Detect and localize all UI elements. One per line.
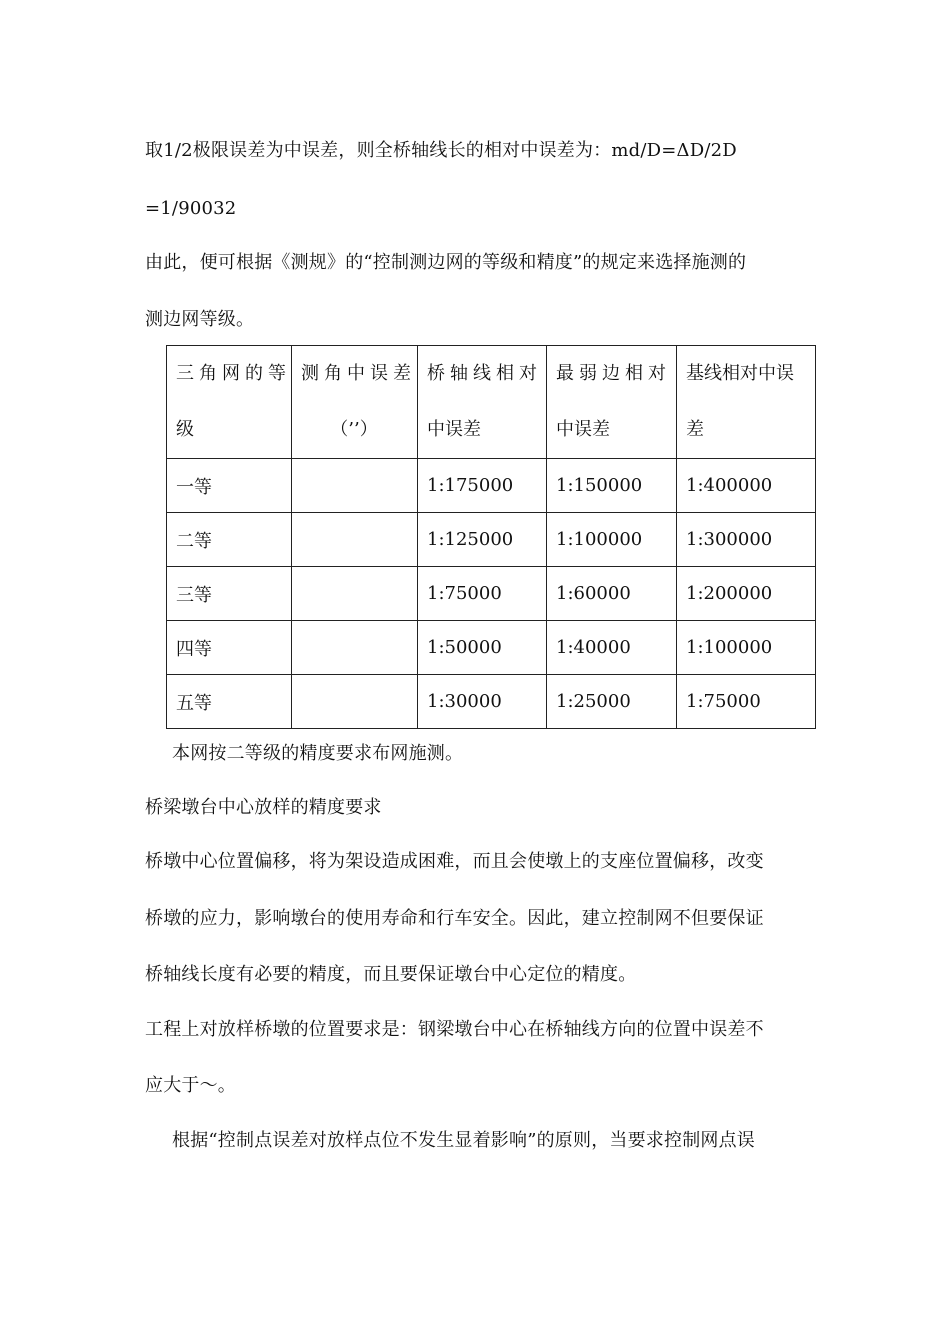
table-cell: 1:125000 (418, 513, 547, 567)
table-cell: 四等 (167, 621, 292, 675)
table-cell: 1:300000 (677, 513, 816, 567)
table-cell (292, 459, 418, 513)
table-cell: 二等 (167, 513, 292, 567)
table-header-row (167, 346, 816, 459)
header-text: 三角网的等 (176, 363, 291, 384)
table-cell: 1:100000 (547, 513, 677, 567)
table-cell: 1:175000 (418, 459, 547, 513)
table-cell: 1:25000 (547, 675, 677, 729)
header-text: （’’） (330, 419, 378, 440)
paragraph-line: 工程上对放样桥墩的位置要求是：钢梁墩台中心在桥轴线方向的位置中误差不 (145, 1019, 764, 1040)
header-text: 基线相对中误 (686, 363, 794, 384)
header-text: 最弱边相对 (556, 363, 671, 384)
paragraph-line: 本网按二等级的精度要求布网施测。 (172, 743, 464, 764)
paragraph-line: 测边网等级。 (145, 309, 255, 330)
table-cell: 1:30000 (418, 675, 547, 729)
table-cell: 一等 (167, 459, 292, 513)
table-cell: 1:100000 (677, 621, 816, 675)
table-cell: 1:150000 (547, 459, 677, 513)
paragraph-line: 取1/2极限误差为中误差，则全桥轴线长的相对中误差为：md/D=ΔD/2D (145, 140, 737, 161)
table-cell (292, 621, 418, 675)
paragraph-line: 应大于～。 (145, 1075, 236, 1096)
table-row (167, 675, 816, 729)
table-cell (292, 675, 418, 729)
paragraph-line: 桥轴线长度有必要的精度，而且要保证墩台中心定位的精度。 (145, 964, 637, 985)
header-text: 差 (686, 419, 704, 440)
table-cell: 1:60000 (547, 567, 677, 621)
table-row (167, 567, 816, 621)
table-row (167, 513, 816, 567)
paragraph-line: 桥墩的应力，影响墩台的使用寿命和行车安全。因此，建立控制网不但要保证 (145, 908, 764, 929)
header-text: 测角中误差 (301, 363, 416, 384)
table-cell: 1:200000 (677, 567, 816, 621)
table-cell: 三等 (167, 567, 292, 621)
table-header-cell (547, 346, 677, 459)
header-text: 中误差 (427, 419, 481, 440)
table-cell: 1:400000 (677, 459, 816, 513)
section-heading: 桥梁墩台中心放样的精度要求 (145, 797, 382, 818)
table-row (167, 621, 816, 675)
table-cell: 1:40000 (547, 621, 677, 675)
table-cell (292, 567, 418, 621)
table-cell: 1:75000 (418, 567, 547, 621)
header-text: 级 (176, 419, 194, 440)
accuracy-grade-table (166, 345, 816, 729)
table-header-cell (677, 346, 816, 459)
table-cell (292, 513, 418, 567)
header-text: 中误差 (556, 419, 610, 440)
table-cell: 1:50000 (418, 621, 547, 675)
table-row (167, 459, 816, 513)
paragraph-line: =1/90032 (145, 198, 237, 219)
table-header-cell (292, 346, 418, 459)
table-header-cell (167, 346, 292, 459)
table-cell: 1:75000 (677, 675, 816, 729)
table-cell: 五等 (167, 675, 292, 729)
header-text: 桥轴线相对 (427, 363, 542, 384)
table-header-cell (418, 346, 547, 459)
paragraph-line: 由此，便可根据《测规》的“控制测边网的等级和精度”的规定来选择施测的 (145, 252, 747, 273)
paragraph-line: 桥墩中心位置偏移，将为架设造成困难，而且会使墩上的支座位置偏移，改变 (145, 851, 764, 872)
paragraph-line: 根据“控制点误差对放样点位不发生显着影响”的原则，当要求控制网点误 (172, 1130, 756, 1151)
